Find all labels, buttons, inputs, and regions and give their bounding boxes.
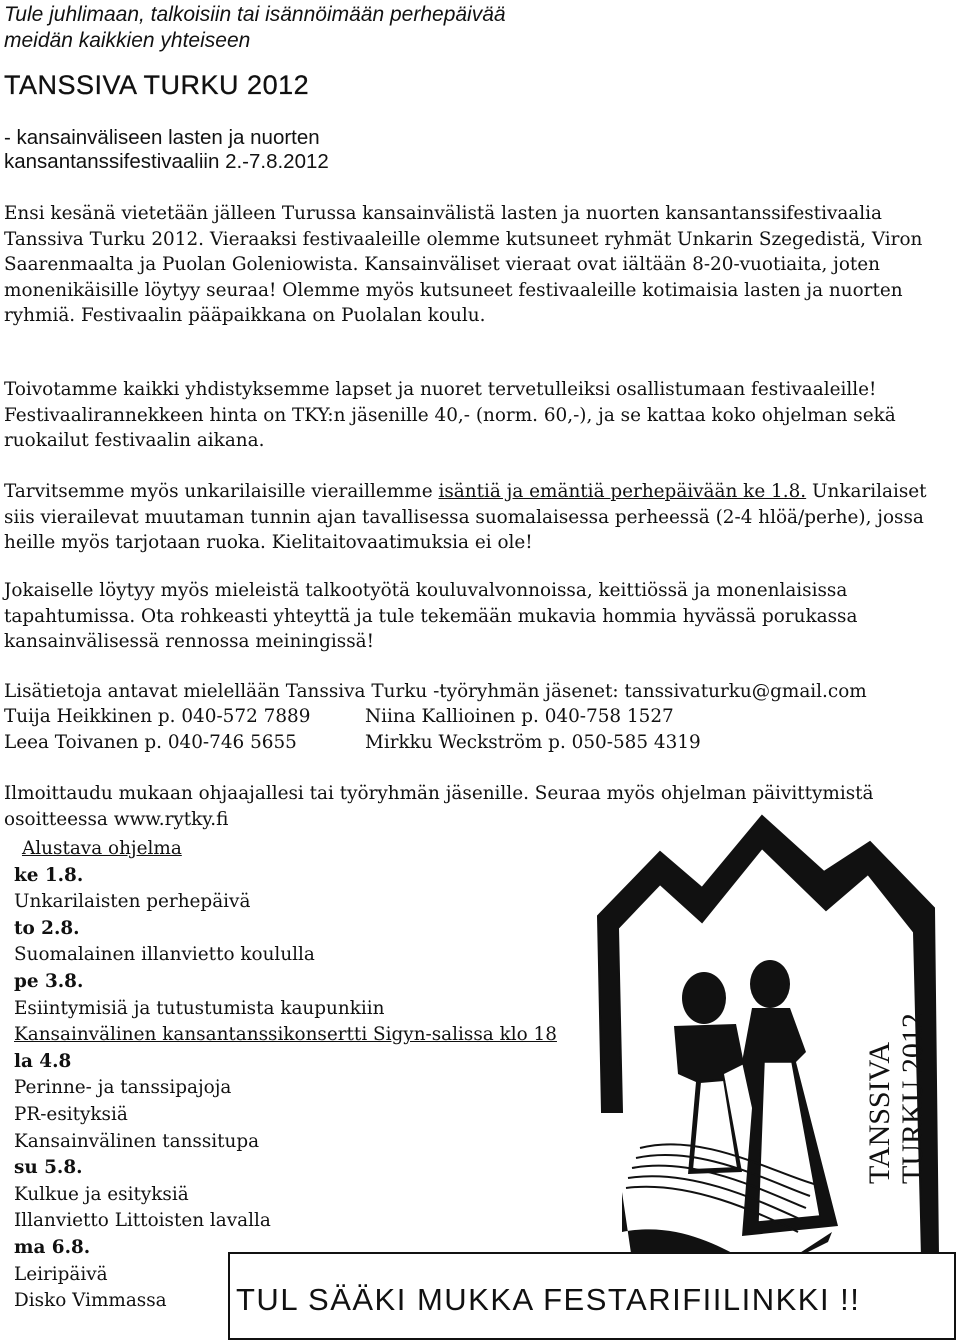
signup-text: Ilmoittaudu mukaan ohjaajallesi tai työryhmän jäsenille. Seuraa myös ohjelman päivittymistä osoitteessa www.rytky.fi xyxy=(4,783,874,830)
program-day: ke 1.8. xyxy=(14,864,84,886)
program-item: Perinne- ja tanssipajoja xyxy=(14,1077,232,1099)
program-day: to 2.8. xyxy=(14,917,80,939)
program-day: pe 3.8. xyxy=(14,970,84,992)
dancers-and-houses-logo-icon xyxy=(592,812,952,1264)
paragraph-volunteers xyxy=(4,578,959,655)
paragraph-3 xyxy=(4,479,959,556)
program-item: Leiripäivä xyxy=(14,1263,108,1285)
contact-list xyxy=(4,704,701,756)
paragraph-hosts xyxy=(4,479,959,556)
program-item: PR-esityksiä xyxy=(14,1103,128,1125)
program-heading: Alustava ohjelma xyxy=(22,838,182,859)
paragraph-3-end: Unkarilaiset siis vierailevat muutaman tunnin ajan tavallisessa suomalaisessa perheessä (2-4 hlöä/perhe), jossa heille myös tarjotaan ruoka. Kielitaitovaatimuksia ei ole! xyxy=(4,481,927,554)
program-item: Disko Vimmassa xyxy=(14,1290,167,1312)
intro-text xyxy=(4,2,704,54)
paragraph-4: Jokaiselle löytyy myös mieleistä talkootyötä kouluvalvonnoissa, keittiössä ja monenlaisissa tapahtumissa. Ota rohkeasti yhteyttä ja tule tekemään mukavia hommia hyvässä porukassa kansainvälisessä rennossa meiningissä! xyxy=(4,580,858,653)
contact-left: Tuija Heikkinen p. 040-572 7889 xyxy=(4,706,311,727)
program-day: ma 6.8. xyxy=(14,1236,91,1258)
subtitle-line-2: kansantanssifestivaaliin 2.-7.8.2012 xyxy=(4,150,329,173)
program-item: Unkarilaisten perhepäivä xyxy=(14,891,251,913)
program-day: su 5.8. xyxy=(14,1157,83,1179)
paragraph-5: Lisätietoja antavat mielellään Tanssiva Turku -työryhmän jäsenet: tanssivaturku@gmail.com xyxy=(4,681,867,702)
program-item: Kansainvälinen tanssitupa xyxy=(14,1130,260,1152)
logo-text-line-1: TANSSIVA xyxy=(863,1041,896,1184)
intro-line-1: Tule juhlimaan, talkoisiin tai isännöimään perhepäivää xyxy=(4,3,506,26)
program-item: Esiintymisiä ja tutustumista kaupunkiin xyxy=(14,997,385,1019)
contact-left: Leea Toivanen p. 040-746 5655 xyxy=(4,732,297,753)
paragraph-2: Toivotamme kaikki yhdistyksemme lapset ja nuoret tervetulleiksi osallistumaan festivaaleille! Festivaalirannekkeen hinta on TKY:n jäsenille 40,- (norm. 60,-), ja se kattaa koko ohjelman sekä ruokailut festivaalin aikana. xyxy=(4,379,896,452)
slogan-banner xyxy=(228,1252,956,1340)
paragraph-1: Ensi kesänä vietetään jälleen Turussa kansainvälistä lasten ja nuorten kansantanssifestivaalia Tanssiva Turku 2012. Vieraaksi festivaaleille olemme kutsuneet ryhmät Unkarin Szegedistä, Viron Saarenmaalta ja Puolan Goleniowista. Kansainväliset vieraat ovat iältään 8-20-vuotiaita, joten monenikäisille löytyy seuraa! Olemme myös kutsuneet festivaaleille kotimaisia lasten ja nuorten ryhmiä. Festivaalin pääpaikkana on Puolalan koulu. xyxy=(4,203,923,327)
contact-row xyxy=(4,730,701,756)
program-list xyxy=(14,836,557,1315)
page-title: TANSSIVA TURKU 2012 xyxy=(4,70,310,100)
logo-text-line-2: TURKU 2012 xyxy=(896,1013,929,1184)
contact-row xyxy=(4,704,674,730)
subtitle xyxy=(4,126,329,174)
contact-right: Mirkku Weckström p. 050-585 4319 xyxy=(365,732,701,753)
host-families-highlight: isäntiä ja emäntiä perhepäivään ke 1.8. xyxy=(438,481,807,502)
paragraph-contact-info xyxy=(4,679,959,705)
paragraph-festival-info xyxy=(4,201,959,329)
intro-line-2: meidän kaikkien yhteiseen xyxy=(4,29,251,52)
program-item: Kulkue ja esityksiä xyxy=(14,1183,189,1205)
program-item: Suomalainen illanvietto koululla xyxy=(14,944,315,966)
contact-right: Niina Kallioinen p. 040-758 1527 xyxy=(365,706,674,727)
program-day: la 4.8 xyxy=(14,1050,72,1072)
paragraph-welcome xyxy=(4,377,959,454)
subtitle-line-1: - kansainväliseen lasten ja nuorten xyxy=(4,126,320,149)
program-item-concert: Kansainvälinen kansantanssikonsertti Sigyn-salissa klo 18 xyxy=(14,1024,557,1046)
program-item: Illanvietto Littoisten lavalla xyxy=(14,1210,271,1232)
paragraph-3-start: Tarvitsemme myös unkarilaisille vieraillemme xyxy=(4,481,439,502)
slogan-text: TUL SÄÄKI MUKKA FESTARIFIILINKKI !! xyxy=(236,1282,861,1317)
